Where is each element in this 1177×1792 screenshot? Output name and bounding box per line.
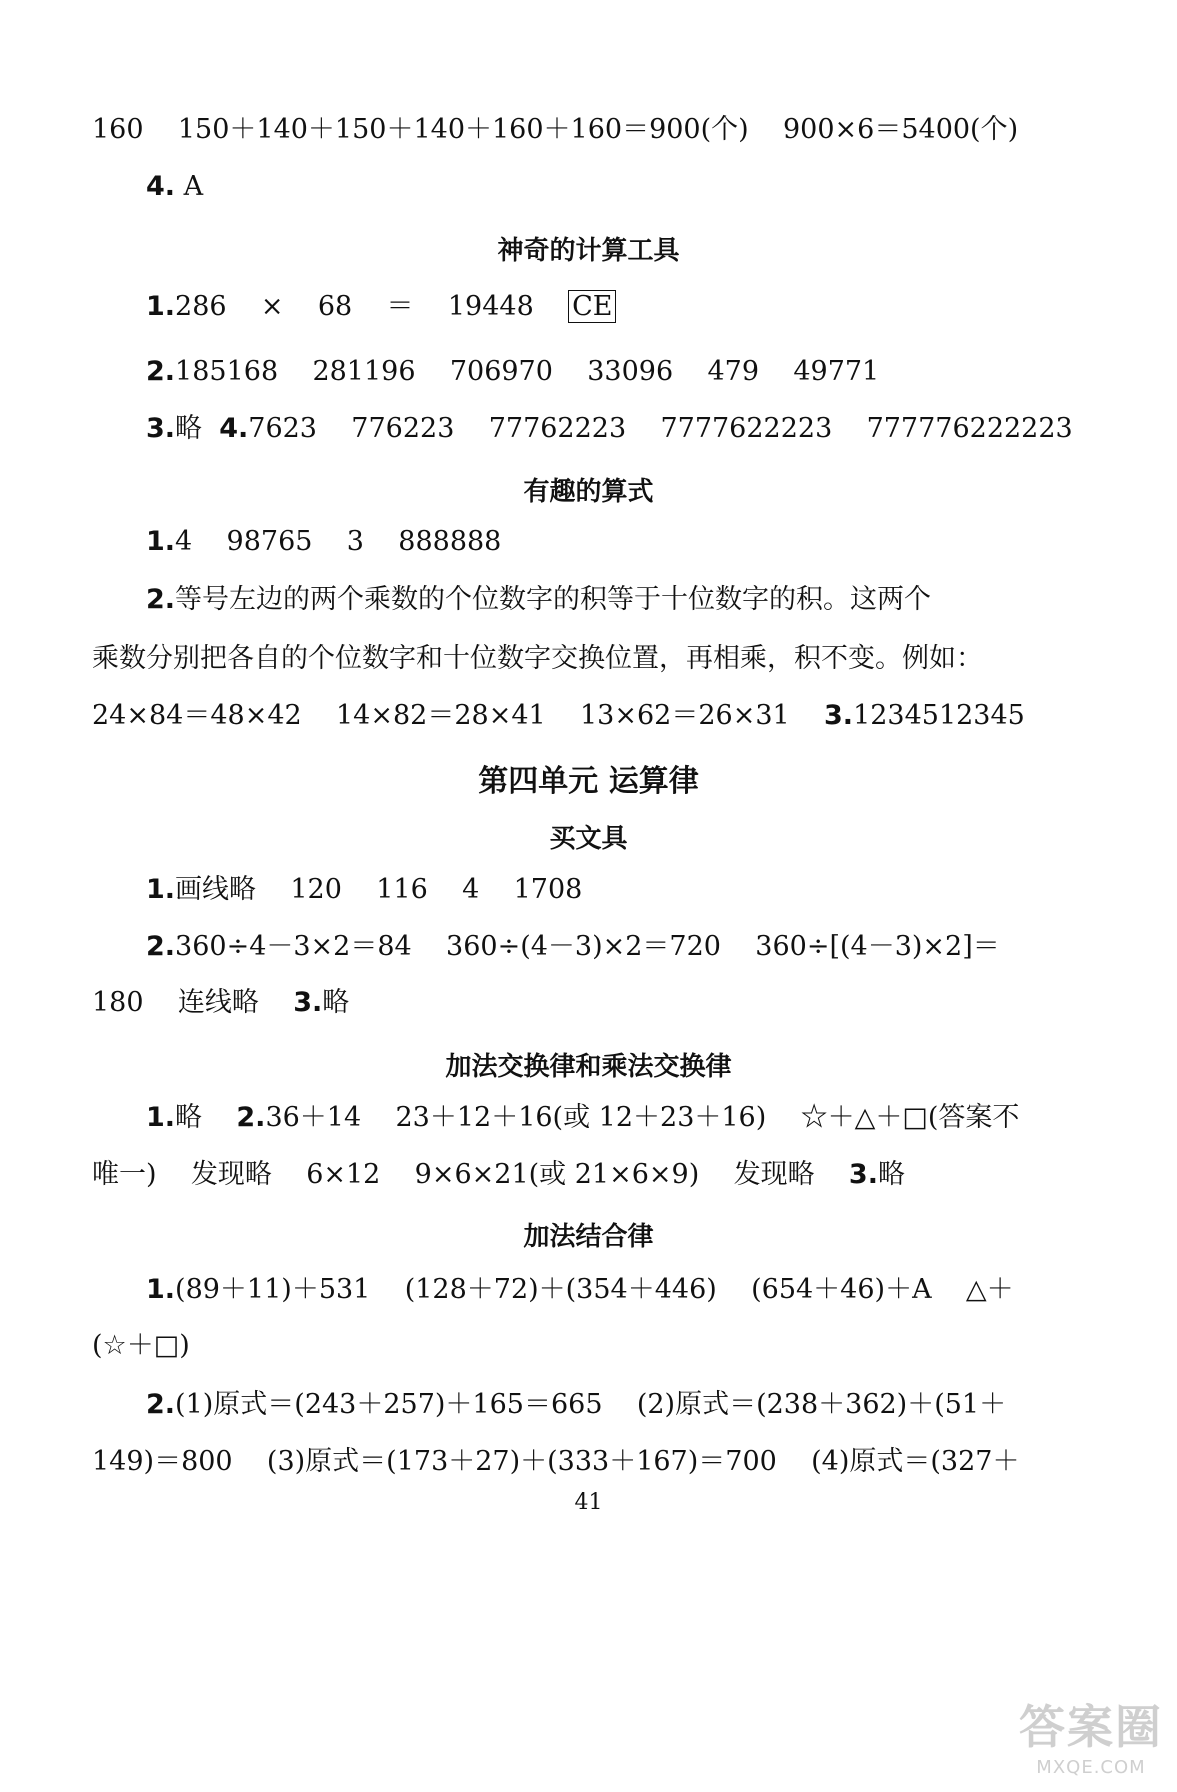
calculator-key-box: CE [568,290,616,323]
text-line: 1.画线略 120 116 4 1708 [146,874,583,905]
text-line: 唯一) 发现略 6×12 9×6×21(或 21×6×9) 发现略 3.略 [92,1159,905,1190]
text-line: 1.4 98765 3 888888 [146,526,502,557]
section-heading: 加法结合律 [523,1222,654,1252]
text-line: 180 连线略 3.略 [92,987,350,1018]
text-line: 24×84＝48×42 14×82＝28×41 13×62＝26×31 3.1234512345 [92,700,1025,731]
section-heading: 买文具 [549,824,628,854]
text-line: 乘数分别把各自的个位数字和十位数字交换位置，再相乘，积不变。例如： [92,643,983,674]
watermark-logo [1019,1691,1163,1778]
text-line: 1.(89＋11)＋531 (128＋72)＋(354＋446) (654＋46)＋A △＋ [146,1274,1014,1305]
text-line: 160 150＋140＋150＋140＋160＋160＝900(个) 900×6＝5400(个) [92,114,1019,145]
text-line: 1.286 × 68 ＝ 19448 CE [146,291,616,323]
text-line: 4. A [146,171,204,202]
text-line: 2.360÷4－3×2＝84 360÷(4－3)×2＝720 360÷[(4－3)×2]＝ [146,931,1000,962]
watermark-title: 答案圈 [1019,1700,1163,1754]
text-line: 2.185168 281196 706970 33096 479 49771 [146,356,880,387]
watermark-url: MXQE.COM [1036,1757,1146,1778]
text-line: (☆＋□) [92,1330,190,1361]
text-line: 3.略 4.7623 776223 77762223 7777622223 777776222223 [146,413,1073,444]
section-heading: 有趣的算式 [523,477,654,507]
text-line: 2.(1)原式＝(243＋257)＋165＝665 (2)原式＝(238＋362)＋(51＋ [146,1389,1007,1420]
text-line: 2.等号左边的两个乘数的个位数字的积等于十位数字的积。这两个 [146,584,932,615]
unit-heading: 第四单元 运算律 [478,764,699,799]
section-heading: 加法交换律和乘法交换律 [445,1052,732,1082]
text-line: 1.略 2.36＋14 23＋12＋16(或 12＋23＋16) ☆＋△＋□(答案不 [146,1102,1020,1133]
page-number: 41 [574,1490,603,1515]
text-line: 149)＝800 (3)原式＝(173＋27)＋(333＋167)＝700 (4)原式＝(327＋ [92,1446,1020,1477]
section-heading: 神奇的计算工具 [497,236,680,266]
